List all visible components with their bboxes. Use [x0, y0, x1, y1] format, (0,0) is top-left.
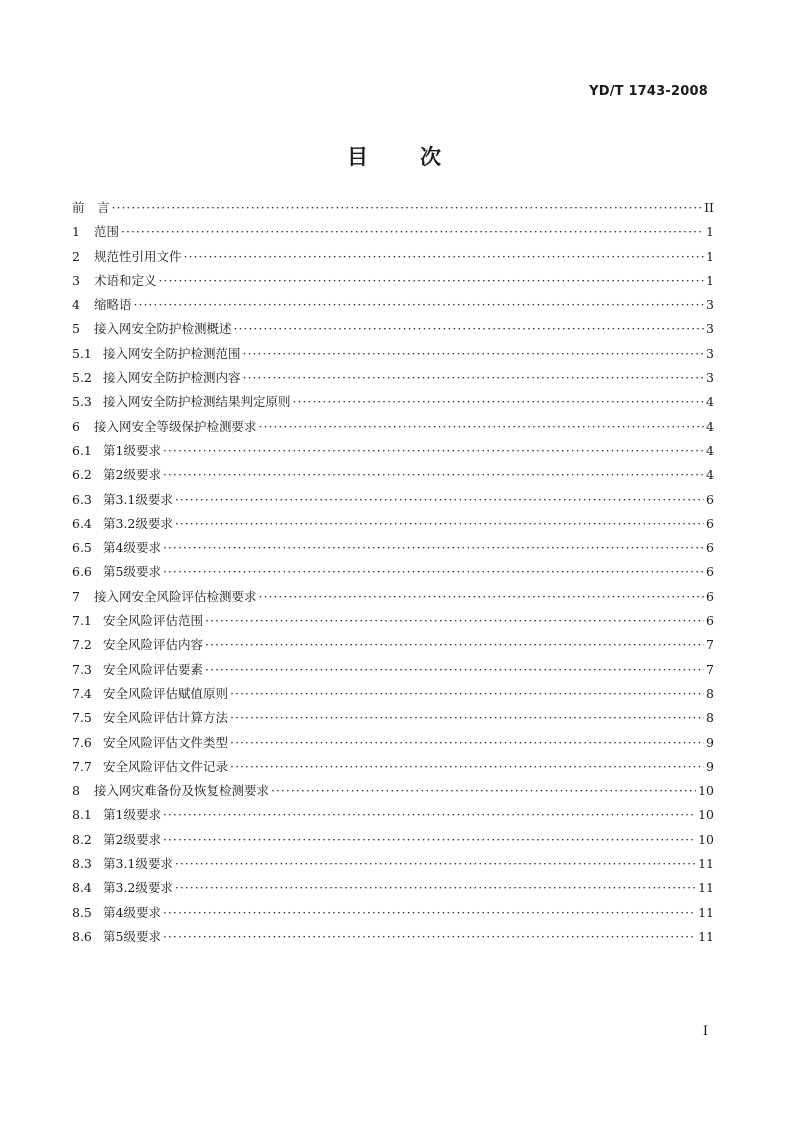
toc-entry-label: 安全风险评估文件类型: [103, 734, 229, 750]
toc-entry[interactable]: [72, 803, 714, 827]
toc-entry[interactable]: [72, 342, 714, 366]
toc-entry-label: 接入网安全防护检测范围: [103, 345, 241, 361]
toc-entry-page: 6: [706, 588, 714, 604]
toc-entry[interactable]: [72, 439, 714, 463]
toc-entry-page: 11: [698, 904, 714, 920]
toc-leader-dots: [243, 342, 705, 366]
toc-entry-page: 3: [706, 345, 714, 361]
toc-leader-dots: [293, 390, 705, 414]
toc-entry-label: 第1级要求: [103, 442, 161, 458]
toc-leader-dots: [121, 220, 704, 244]
toc-entry-number: 7.6: [72, 734, 92, 750]
toc-entry-number: 8.2: [72, 831, 92, 847]
toc-entry-number: 2: [72, 248, 80, 264]
toc-entry-number: 5.2: [72, 370, 92, 386]
toc-entry-page: 3: [706, 370, 714, 386]
toc-leader-dots: [243, 366, 705, 390]
toc-entry[interactable]: [72, 245, 714, 269]
toc-entry-label: 范围: [94, 224, 120, 240]
toc-entry-label: 第1级要求: [103, 807, 161, 823]
toc-entry[interactable]: [72, 415, 714, 439]
toc-entry-page: 7: [706, 661, 714, 677]
toc-entry[interactable]: [72, 560, 714, 584]
toc-entry-page: 1: [706, 272, 714, 288]
page-number: I: [702, 1024, 708, 1039]
toc-entry-page: 7: [706, 637, 714, 653]
toc-entry-number: 6.1: [72, 442, 92, 458]
toc-entry[interactable]: [72, 463, 714, 487]
toc-entry-number: 6.2: [72, 467, 92, 483]
toc-entry-label: 接入网安全等级保护检测要求: [94, 418, 257, 434]
toc-leader-dots: [234, 317, 705, 341]
toc-entry[interactable]: [72, 682, 714, 706]
toc-entry-number: 6.6: [72, 564, 92, 580]
toc-entry-page: 4: [706, 442, 714, 458]
toc-entry-number: 7.2: [72, 637, 92, 653]
toc-entry-label: 第3.1级要求: [103, 491, 173, 507]
toc-entry-page: 1: [706, 248, 714, 264]
toc-leader-dots: [163, 828, 696, 852]
toc-entry-page: 6: [706, 491, 714, 507]
toc-leader-dots: [230, 755, 704, 779]
toc-entry-label: 安全风险评估内容: [103, 637, 204, 653]
toc-leader-dots: [175, 512, 704, 536]
toc-entry-page: 11: [698, 880, 714, 896]
toc-entry-page: 3: [706, 297, 714, 313]
toc-entry-page: 10: [698, 831, 714, 847]
toc-entry-number: 5.3: [72, 394, 92, 410]
toc-entry[interactable]: [72, 317, 714, 341]
toc-entry-label: 第3.1级要求: [103, 856, 173, 872]
toc-entry-page: 6: [706, 515, 714, 531]
toc-entry-label: 第2级要求: [103, 467, 161, 483]
toc-leader-dots: [230, 706, 704, 730]
toc-entry-label: 第3.2级要求: [103, 880, 173, 896]
toc-entry-label: 接入网灾难备份及恢复检测要求: [94, 783, 270, 799]
toc-entry[interactable]: [72, 706, 714, 730]
toc-leader-dots: [230, 682, 704, 706]
toc-entry[interactable]: [72, 658, 714, 682]
toc-entry-page: 4: [706, 467, 714, 483]
toc-entry[interactable]: [72, 755, 714, 779]
toc-leader-dots: [230, 731, 704, 755]
toc-entry-number: 8.6: [72, 928, 92, 944]
toc-entry-number: 4: [72, 297, 80, 313]
toc-leader-dots: [259, 585, 705, 609]
toc-entry-label: 第4级要求: [103, 904, 161, 920]
toc-entry[interactable]: [72, 488, 714, 512]
toc-entry-number: 8.4: [72, 880, 92, 896]
table-of-contents: [72, 196, 714, 949]
toc-entry-number: 7.3: [72, 661, 92, 677]
toc-entry[interactable]: [72, 196, 714, 220]
toc-entry-page: 4: [706, 394, 714, 410]
toc-entry-number: 8.1: [72, 807, 92, 823]
toc-leader-dots: [205, 633, 704, 657]
toc-leader-dots: [205, 609, 704, 633]
toc-leader-dots: [163, 439, 704, 463]
toc-entry-number: 8: [72, 783, 80, 799]
toc-entry-page: 11: [698, 928, 714, 944]
toc-entry[interactable]: [72, 852, 714, 876]
toc-entry-number: 7.5: [72, 710, 92, 726]
toc-leader-dots: [163, 536, 704, 560]
toc-entry-label: 第4级要求: [103, 540, 161, 556]
toc-entry-number: 7.4: [72, 685, 92, 701]
toc-entry-number: 8.3: [72, 856, 92, 872]
toc-entry-label: 安全风险评估文件记录: [103, 758, 229, 774]
toc-entry[interactable]: [72, 779, 714, 803]
toc-entry-page: 8: [706, 685, 714, 701]
toc-entry-label: 接入网安全防护检测结果判定原则: [103, 394, 291, 410]
toc-leader-dots: [163, 463, 704, 487]
toc-entry-page: 6: [706, 613, 714, 629]
toc-entry-label: 接入网安全风险评估检测要求: [94, 588, 257, 604]
toc-entry[interactable]: [72, 366, 714, 390]
toc-entry-number: 6: [72, 418, 80, 434]
toc-entry[interactable]: [72, 925, 714, 949]
page-title: 目次: [347, 145, 493, 169]
toc-leader-dots: [175, 488, 704, 512]
toc-leader-dots: [163, 925, 696, 949]
toc-entry-page: 6: [706, 540, 714, 556]
toc-entry-page: 9: [706, 758, 714, 774]
toc-entry-number: 1: [72, 224, 80, 240]
toc-leader-dots: [205, 658, 704, 682]
toc-entry-page: 1: [706, 224, 714, 240]
toc-entry-page: 9: [706, 734, 714, 750]
toc-entry-page: 8: [706, 710, 714, 726]
toc-entry-page: 10: [698, 807, 714, 823]
toc-entry-number: 7.1: [72, 613, 92, 629]
toc-leader-dots: [175, 876, 696, 900]
toc-leader-dots: [259, 415, 705, 439]
toc-entry-page: 3: [706, 321, 714, 337]
toc-entry-label: 接入网安全防护检测概述: [94, 321, 232, 337]
toc-entry-number: 8.5: [72, 904, 92, 920]
toc-leader-dots: [159, 269, 705, 293]
toc-entry[interactable]: [72, 633, 714, 657]
toc-entry-label: 安全风险评估要素: [103, 661, 204, 677]
toc-entry-label: 第5级要求: [103, 928, 161, 944]
toc-leader-dots: [175, 852, 696, 876]
toc-entry-label: 第3.2级要求: [103, 515, 173, 531]
toc-entry[interactable]: [72, 220, 714, 244]
toc-entry-page: 4: [706, 418, 714, 434]
toc-entry[interactable]: [72, 828, 714, 852]
toc-entry-page: 11: [698, 856, 714, 872]
toc-leader-dots: [163, 901, 696, 925]
toc-entry-page: 6: [706, 564, 714, 580]
toc-entry[interactable]: [72, 536, 714, 560]
toc-entry-number: 5.1: [72, 345, 92, 361]
toc-entry-number: 6.4: [72, 515, 92, 531]
toc-leader-dots: [112, 196, 703, 220]
toc-entry-label: 接入网安全防护检测内容: [103, 370, 241, 386]
toc-entry-number: 6.3: [72, 491, 92, 507]
toc-entry-page: 10: [698, 783, 714, 799]
toc-entry-number: 7.7: [72, 758, 92, 774]
toc-entry-label: 规范性引用文件: [94, 248, 182, 264]
toc-entry-label: 安全风险评估赋值原则: [103, 685, 229, 701]
toc-entry-page: II: [704, 200, 714, 215]
toc-entry-label: 前 言: [72, 200, 110, 215]
toc-entry[interactable]: [72, 390, 714, 414]
toc-entry-label: 安全风险评估范围: [103, 613, 204, 629]
toc-entry[interactable]: [72, 269, 714, 293]
document-code: YD/T 1743-2008: [589, 84, 708, 99]
toc-entry-label: 安全风险评估计算方法: [103, 710, 229, 726]
toc-leader-dots: [271, 779, 696, 803]
toc-entry[interactable]: [72, 293, 714, 317]
toc-entry-label: 第2级要求: [103, 831, 161, 847]
toc-entry-number: 3: [72, 272, 80, 288]
toc-leader-dots: [184, 245, 705, 269]
toc-entry[interactable]: [72, 512, 714, 536]
toc-entry[interactable]: [72, 731, 714, 755]
toc-entry[interactable]: [72, 585, 714, 609]
toc-entry-number: 5: [72, 321, 80, 337]
toc-entry[interactable]: [72, 876, 714, 900]
toc-entry-label: 术语和定义: [94, 272, 157, 288]
toc-leader-dots: [163, 560, 704, 584]
toc-leader-dots: [134, 293, 705, 317]
toc-entry[interactable]: [72, 901, 714, 925]
toc-entry-number: 6.5: [72, 540, 92, 556]
toc-entry[interactable]: [72, 609, 714, 633]
toc-entry-label: 缩略语: [94, 297, 132, 313]
toc-leader-dots: [163, 803, 696, 827]
toc-entry-label: 第5级要求: [103, 564, 161, 580]
toc-entry-number: 7: [72, 588, 80, 604]
